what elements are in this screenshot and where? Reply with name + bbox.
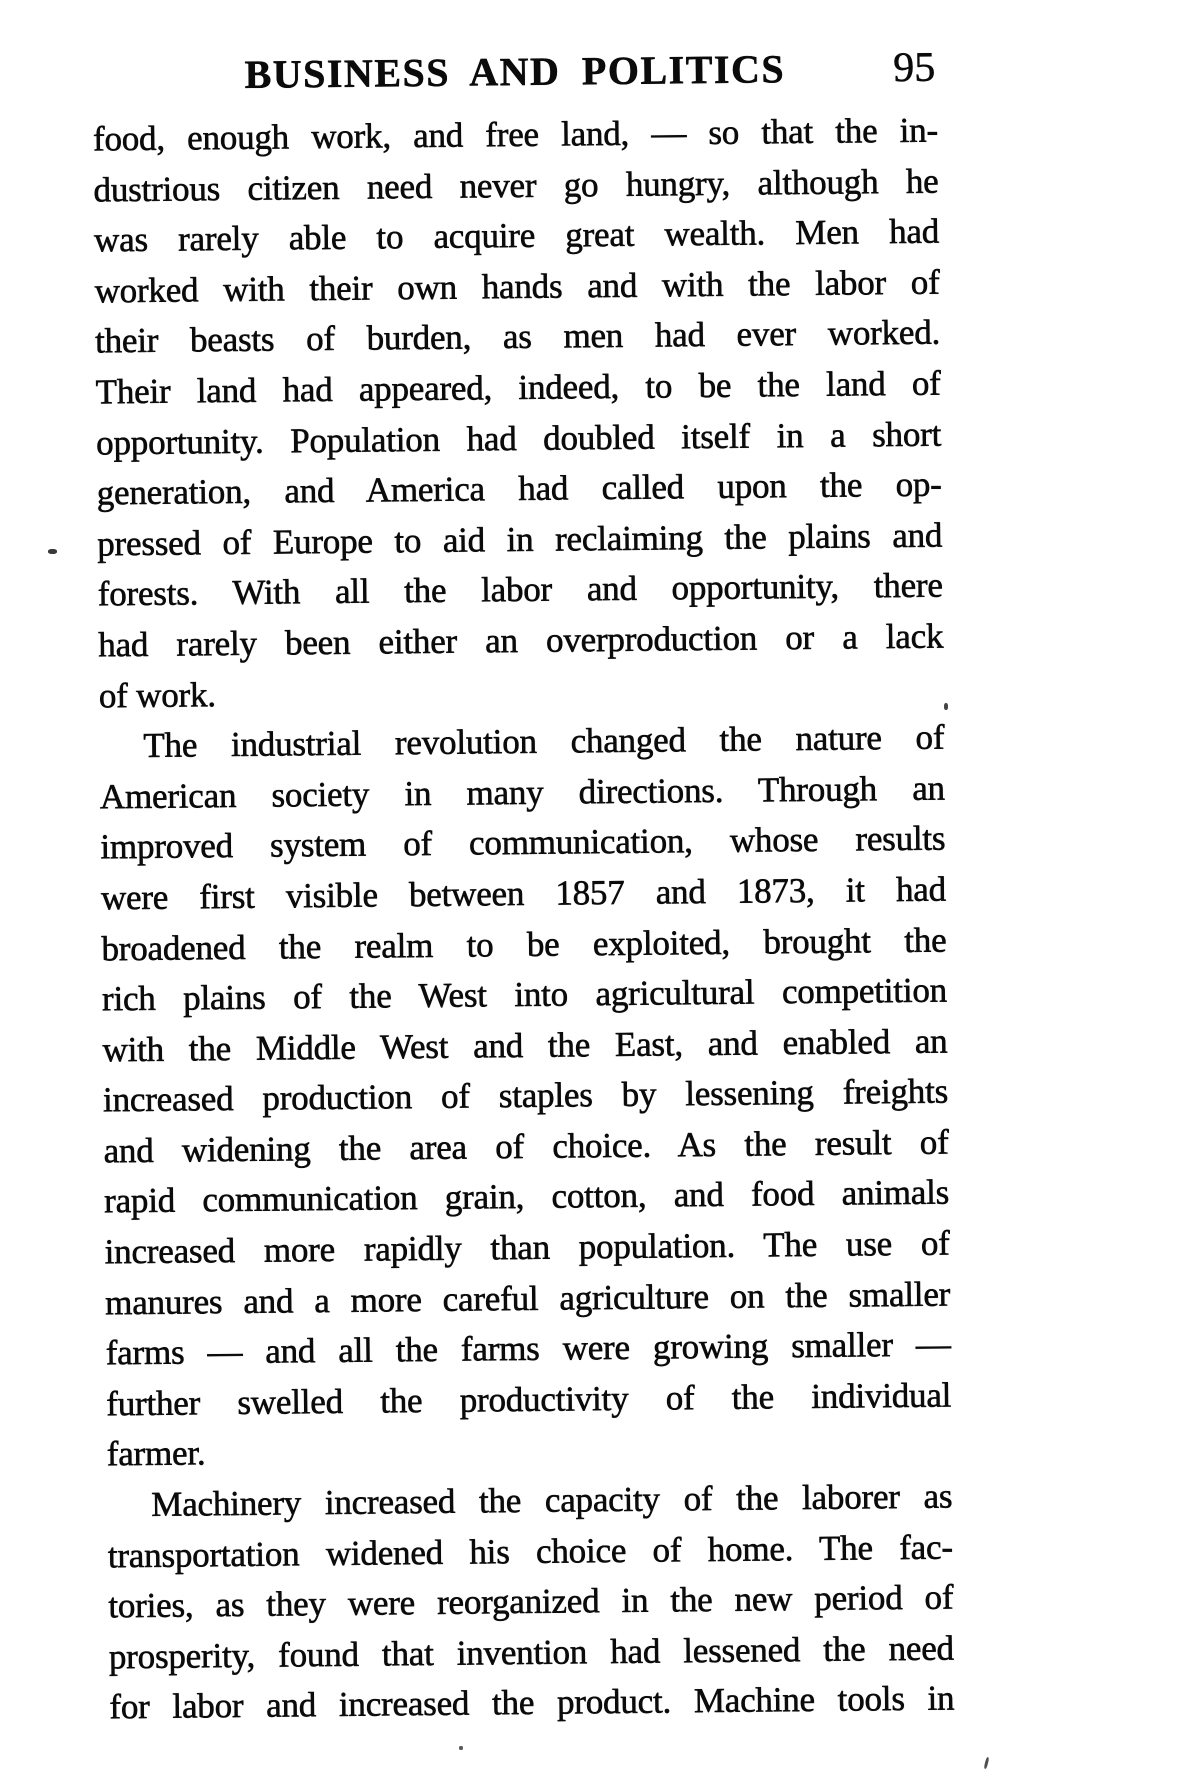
- text-line: had rarely been either an overproduction or a lack: [98, 616, 944, 665]
- text-line: opportunity. Population had doubled itself in a short: [95, 414, 942, 463]
- text-line: farmer.: [106, 1433, 206, 1474]
- text-line: pressed of Europe to aid in reclaiming the plains and: [97, 515, 943, 564]
- text-line: tories, as they were reorganized in the new period of: [108, 1577, 954, 1626]
- text-line: with the Middle West and the East, and enabled an: [102, 1021, 948, 1070]
- text-line: transportation widened his choice of home. The fac-: [107, 1527, 953, 1576]
- scan-speck: [984, 1757, 990, 1769]
- text-line: farms — and all the farms were growing smaller —: [105, 1324, 951, 1373]
- page-body: [93, 106, 955, 1734]
- text-line: was rarely able to acquire great wealth. Men had: [93, 211, 940, 260]
- scan-speck: [944, 703, 948, 710]
- scan-speck: [459, 1746, 463, 1750]
- text-line: for labor and increased the product. Machine tools in: [109, 1678, 955, 1727]
- running-head-title: BUSINESS AND POLITICS: [244, 46, 786, 97]
- text-line: worked with their own hands and with the labor of: [94, 262, 940, 311]
- paragraph: [99, 713, 952, 1481]
- text-line: of work.: [98, 674, 217, 715]
- paragraph: [107, 1472, 955, 1734]
- text-line: rich plains of the West into agricultural competition: [101, 970, 948, 1019]
- text-line: generation, and America had called upon the op-: [96, 464, 942, 513]
- paragraph: [93, 106, 944, 722]
- text-line: manures and a more careful agriculture on the smaller: [104, 1274, 951, 1323]
- text-line: forests. With all the labor and opportunity, there: [97, 565, 943, 614]
- page-header: [92, 46, 937, 99]
- text-line: and widening the area of choice. As the result of: [103, 1122, 949, 1171]
- scan-speck: [48, 549, 57, 554]
- text-line: their beasts of burden, as men had ever worked.: [94, 312, 941, 361]
- text-line: food, enough work, and free land, — so that the in-: [92, 110, 939, 159]
- text-line: prosperity, found that invention had lessened the need: [108, 1628, 955, 1677]
- text-line: Their land had appeared, indeed, to be the land of: [95, 363, 941, 412]
- text-line: Machinery increased the capacity of the laborer as: [151, 1476, 953, 1524]
- text-line: were first visible between 1857 and 1873, it had: [100, 869, 947, 918]
- text-line: The industrial revolution changed the nature of: [143, 717, 945, 766]
- text-line: increased more rapidly than population. The use of: [104, 1223, 950, 1272]
- text-line: rapid communication grain, cotton, and food animals: [103, 1173, 950, 1221]
- text-line: American society in many directions. Through an: [99, 768, 946, 817]
- page-text-block: [92, 46, 955, 1734]
- page-number: 95: [893, 44, 936, 92]
- text-line: broadened the realm to be exploited, brought the: [101, 920, 947, 968]
- text-line: increased production of staples by lessening freights: [102, 1071, 949, 1120]
- text-line: dustrious citizen need never go hungry, although he: [93, 161, 939, 210]
- text-line: improved system of communication, whose results: [100, 818, 946, 867]
- text-line: further swelled the productivity of the individual: [106, 1375, 952, 1424]
